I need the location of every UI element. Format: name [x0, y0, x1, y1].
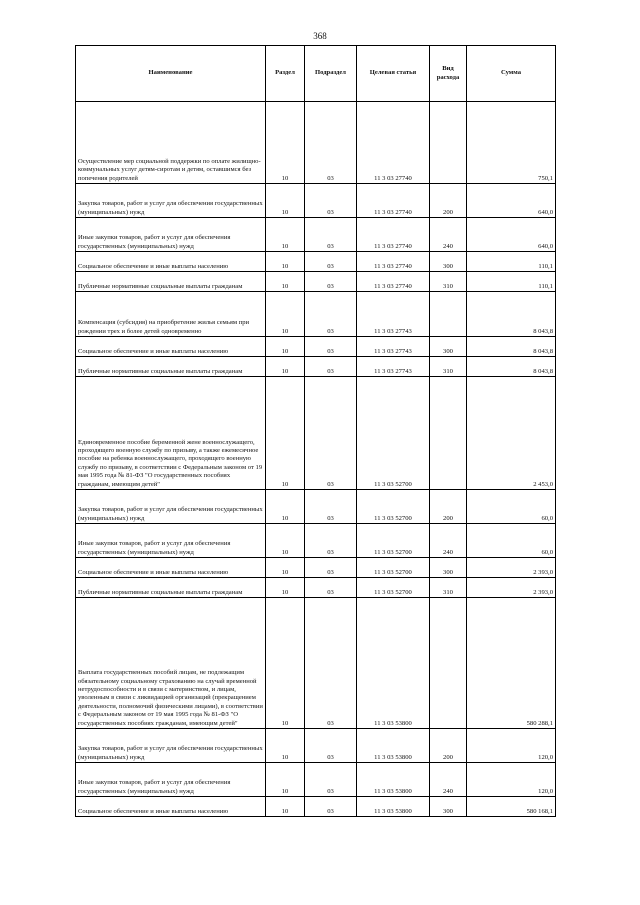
- row-amount: 2 453,0: [467, 377, 556, 490]
- row-section: 10: [266, 292, 305, 337]
- row-subsection: 03: [305, 184, 357, 218]
- row-section: 10: [266, 797, 305, 817]
- row-subsection: 03: [305, 729, 357, 763]
- row-target: 11 3 03 27743: [357, 357, 430, 377]
- table-row: [76, 763, 556, 797]
- row-amount: 8 043,8: [467, 292, 556, 337]
- row-expense-type: 300: [430, 797, 467, 817]
- row-target: 11 3 03 27740: [357, 218, 430, 252]
- row-subsection: 03: [305, 218, 357, 252]
- row-target: 11 3 03 53800: [357, 797, 430, 817]
- row-section: 10: [266, 337, 305, 357]
- row-name: Осуществление мер социальной поддержки по оплате жилищно-коммунальных услуг детям-сиротам и детям, оставшимся без попечения родителей: [76, 102, 266, 184]
- table-row: [76, 357, 556, 377]
- row-section: 10: [266, 102, 305, 184]
- table-row: [76, 797, 556, 817]
- table-body: [76, 102, 556, 817]
- row-name: Социальное обеспечение и иные выплаты населению: [76, 337, 266, 357]
- row-expense-type: 300: [430, 558, 467, 578]
- header-expense-type: Вид расхода: [430, 46, 467, 102]
- row-subsection: 03: [305, 578, 357, 598]
- row-expense-type: 310: [430, 578, 467, 598]
- row-section: 10: [266, 558, 305, 578]
- row-section: 10: [266, 578, 305, 598]
- row-section: 10: [266, 729, 305, 763]
- row-expense-type: [430, 292, 467, 337]
- row-subsection: 03: [305, 357, 357, 377]
- table-row: [76, 292, 556, 337]
- row-section: 10: [266, 357, 305, 377]
- row-amount: 2 393,0: [467, 558, 556, 578]
- row-target: 11 3 03 53800: [357, 763, 430, 797]
- row-section: 10: [266, 377, 305, 490]
- row-expense-type: 200: [430, 490, 467, 524]
- row-subsection: 03: [305, 763, 357, 797]
- row-subsection: 03: [305, 490, 357, 524]
- row-name: Выплата государственных пособий лицам, не подлежащим обязательному социальному страхованию на случай временной нетрудоспособности и в связи с материнством, и лицам, уволенным в связи с ликвидацией организаций (прекращением деятельности, полномочий физическими лицами), в соответствии с Федеральным законом от 19 мая 1995 года № 81-ФЗ "О государственных пособиях гражданам, имеющим детей": [76, 598, 266, 729]
- row-subsection: 03: [305, 337, 357, 357]
- row-amount: 60,0: [467, 524, 556, 558]
- row-name: Социальное обеспечение и иные выплаты населению: [76, 252, 266, 272]
- row-name: Иные закупки товаров, работ и услуг для обеспечения государственных (муниципальных) нужд: [76, 218, 266, 252]
- table-row: [76, 558, 556, 578]
- row-expense-type: [430, 598, 467, 729]
- row-amount: 8 043,8: [467, 337, 556, 357]
- row-subsection: 03: [305, 272, 357, 292]
- budget-table: [75, 45, 556, 817]
- row-amount: 110,1: [467, 272, 556, 292]
- row-expense-type: 300: [430, 337, 467, 357]
- row-amount: 640,0: [467, 184, 556, 218]
- row-section: 10: [266, 490, 305, 524]
- row-expense-type: 240: [430, 763, 467, 797]
- header-row: [76, 46, 556, 102]
- row-name: Закупка товаров, работ и услуг для обеспечения государственных (муниципальных) нужд: [76, 184, 266, 218]
- row-section: 10: [266, 184, 305, 218]
- row-section: 10: [266, 272, 305, 292]
- row-subsection: 03: [305, 252, 357, 272]
- row-amount: 640,0: [467, 218, 556, 252]
- row-subsection: 03: [305, 524, 357, 558]
- header-name: Наименование: [76, 46, 266, 102]
- row-name: Иные закупки товаров, работ и услуг для обеспечения государственных (муниципальных) нужд: [76, 763, 266, 797]
- table-row: [76, 524, 556, 558]
- row-section: 10: [266, 763, 305, 797]
- row-expense-type: [430, 102, 467, 184]
- row-name: Закупка товаров, работ и услуг для обеспечения государственных (муниципальных) нужд: [76, 729, 266, 763]
- table-row: [76, 252, 556, 272]
- table-row: [76, 102, 556, 184]
- row-target: 11 3 03 52700: [357, 558, 430, 578]
- table-row: [76, 377, 556, 490]
- table-header: [76, 46, 556, 102]
- row-name: Единовременное пособие беременной жене военнослужащего, проходящего военную службу по призыву, а также ежемесячное пособие на ребенка военнослужащего, проходящего военную службу по призыву, в соответствии с Федеральным законом от 19 мая 1995 года № 81-ФЗ "О государственных пособиях гражданам, имеющим детей": [76, 377, 266, 490]
- row-section: 10: [266, 252, 305, 272]
- row-subsection: 03: [305, 797, 357, 817]
- page-number: 368: [313, 31, 327, 41]
- row-target: 11 3 03 52700: [357, 490, 430, 524]
- row-amount: 110,1: [467, 252, 556, 272]
- row-subsection: 03: [305, 558, 357, 578]
- row-amount: 750,1: [467, 102, 556, 184]
- header-target: Целевая статья: [357, 46, 430, 102]
- row-target: 11 3 03 27740: [357, 252, 430, 272]
- row-subsection: 03: [305, 598, 357, 729]
- row-target: 11 3 03 27743: [357, 292, 430, 337]
- row-target: 11 3 03 53800: [357, 729, 430, 763]
- row-expense-type: 310: [430, 357, 467, 377]
- header-amount: Сумма: [467, 46, 556, 102]
- row-amount: 8 043,8: [467, 357, 556, 377]
- header-subsection: Подраздел: [305, 46, 357, 102]
- row-subsection: 03: [305, 102, 357, 184]
- row-expense-type: 200: [430, 184, 467, 218]
- table-row: [76, 218, 556, 252]
- row-section: 10: [266, 524, 305, 558]
- row-section: 10: [266, 218, 305, 252]
- row-name: Социальное обеспечение и иные выплаты населению: [76, 558, 266, 578]
- row-name: Социальное обеспечение и иные выплаты населению: [76, 797, 266, 817]
- table-row: [76, 598, 556, 729]
- row-expense-type: 240: [430, 524, 467, 558]
- row-name: Публичные нормативные социальные выплаты гражданам: [76, 272, 266, 292]
- row-amount: 2 393,0: [467, 578, 556, 598]
- row-amount: 120,0: [467, 763, 556, 797]
- table-row: [76, 337, 556, 357]
- row-target: 11 3 03 27740: [357, 272, 430, 292]
- row-amount: 580 168,1: [467, 797, 556, 817]
- row-section: 10: [266, 598, 305, 729]
- row-subsection: 03: [305, 377, 357, 490]
- row-expense-type: 310: [430, 272, 467, 292]
- header-section: Раздел: [266, 46, 305, 102]
- row-subsection: 03: [305, 292, 357, 337]
- row-target: 11 3 03 27740: [357, 102, 430, 184]
- row-target: 11 3 03 52700: [357, 578, 430, 598]
- row-expense-type: 240: [430, 218, 467, 252]
- table-row: [76, 578, 556, 598]
- row-target: 11 3 03 27743: [357, 337, 430, 357]
- table-row: [76, 272, 556, 292]
- row-target: 11 3 03 52700: [357, 524, 430, 558]
- row-expense-type: 200: [430, 729, 467, 763]
- row-expense-type: 300: [430, 252, 467, 272]
- table-row: [76, 184, 556, 218]
- row-name: Иные закупки товаров, работ и услуг для обеспечения государственных (муниципальных) нужд: [76, 524, 266, 558]
- row-amount: 60,0: [467, 490, 556, 524]
- row-name: Компенсация (субсидия) на приобретение жилья семьям при рождении трех и более детей одновременно: [76, 292, 266, 337]
- row-target: 11 3 03 52700: [357, 377, 430, 490]
- row-name: Публичные нормативные социальные выплаты гражданам: [76, 357, 266, 377]
- row-amount: 120,0: [467, 729, 556, 763]
- table-row: [76, 729, 556, 763]
- table-row: [76, 490, 556, 524]
- row-target: 11 3 03 53800: [357, 598, 430, 729]
- row-expense-type: [430, 377, 467, 490]
- row-name: Публичные нормативные социальные выплаты гражданам: [76, 578, 266, 598]
- row-amount: 580 288,1: [467, 598, 556, 729]
- row-name: Закупка товаров, работ и услуг для обеспечения государственных (муниципальных) нужд: [76, 490, 266, 524]
- row-target: 11 3 03 27740: [357, 184, 430, 218]
